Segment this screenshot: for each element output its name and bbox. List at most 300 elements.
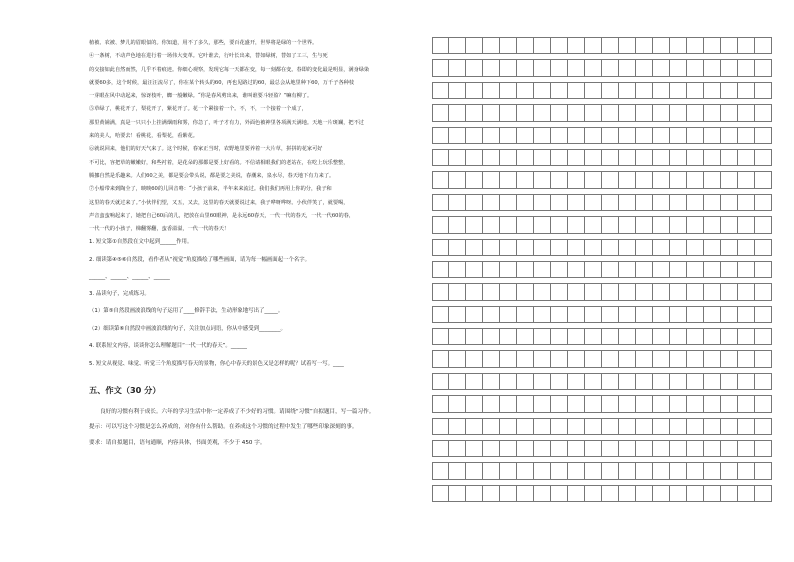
grid-cell[interactable] — [568, 440, 585, 457]
grid-cell[interactable] — [738, 328, 755, 345]
grid-cell[interactable] — [432, 171, 449, 188]
grid-cell[interactable] — [585, 149, 602, 166]
grid-cell[interactable] — [670, 82, 687, 99]
grid-cell[interactable] — [738, 194, 755, 211]
grid-cell[interactable] — [636, 418, 653, 435]
grid-cell[interactable] — [755, 194, 772, 211]
grid-cell[interactable] — [670, 328, 687, 345]
grid-cell[interactable] — [517, 37, 534, 54]
grid-cell[interactable] — [755, 440, 772, 457]
grid-cell[interactable] — [721, 283, 738, 300]
grid-cell[interactable] — [602, 373, 619, 390]
grid-cell[interactable] — [483, 350, 500, 367]
grid-cell[interactable] — [738, 373, 755, 390]
grid-cell[interactable] — [500, 261, 517, 278]
grid-cell[interactable] — [755, 149, 772, 166]
grid-cell[interactable] — [704, 440, 721, 457]
grid-cell[interactable] — [551, 37, 568, 54]
grid-cell[interactable] — [619, 127, 636, 144]
grid-cell[interactable] — [738, 485, 755, 502]
grid-cell[interactable] — [636, 37, 653, 54]
grid-cell[interactable] — [602, 239, 619, 256]
grid-cell[interactable] — [432, 37, 449, 54]
grid-cell[interactable] — [534, 59, 551, 76]
grid-cell[interactable] — [517, 261, 534, 278]
grid-cell[interactable] — [568, 306, 585, 323]
grid-cell[interactable] — [619, 485, 636, 502]
grid-cell[interactable] — [619, 462, 636, 479]
grid-cell[interactable] — [568, 350, 585, 367]
grid-cell[interactable] — [432, 59, 449, 76]
grid-cell[interactable] — [653, 127, 670, 144]
grid-cell[interactable] — [517, 216, 534, 233]
grid-cell[interactable] — [432, 194, 449, 211]
grid-cell[interactable] — [687, 216, 704, 233]
grid-cell[interactable] — [585, 104, 602, 121]
grid-cell[interactable] — [755, 485, 772, 502]
grid-cell[interactable] — [670, 462, 687, 479]
grid-cell[interactable] — [585, 418, 602, 435]
grid-cell[interactable] — [534, 149, 551, 166]
grid-cell[interactable] — [755, 395, 772, 412]
grid-cell[interactable] — [670, 171, 687, 188]
grid-cell[interactable] — [517, 127, 534, 144]
grid-cell[interactable] — [517, 239, 534, 256]
grid-cell[interactable] — [483, 462, 500, 479]
grid-cell[interactable] — [449, 418, 466, 435]
grid-cell[interactable] — [534, 82, 551, 99]
grid-cell[interactable] — [585, 127, 602, 144]
grid-cell[interactable] — [721, 306, 738, 323]
grid-cell[interactable] — [755, 283, 772, 300]
grid-cell[interactable] — [585, 171, 602, 188]
grid-cell[interactable] — [653, 283, 670, 300]
grid-cell[interactable] — [551, 194, 568, 211]
grid-cell[interactable] — [636, 283, 653, 300]
grid-cell[interactable] — [483, 485, 500, 502]
grid-cell[interactable] — [602, 283, 619, 300]
grid-cell[interactable] — [721, 59, 738, 76]
grid-cell[interactable] — [483, 306, 500, 323]
grid-cell[interactable] — [738, 395, 755, 412]
grid-cell[interactable] — [738, 37, 755, 54]
grid-cell[interactable] — [517, 485, 534, 502]
grid-cell[interactable] — [568, 82, 585, 99]
composition-answer-grid[interactable] — [432, 37, 772, 507]
grid-cell[interactable] — [517, 171, 534, 188]
grid-cell[interactable] — [432, 239, 449, 256]
grid-cell[interactable] — [602, 149, 619, 166]
grid-cell[interactable] — [551, 82, 568, 99]
grid-cell[interactable] — [432, 485, 449, 502]
grid-cell[interactable] — [551, 104, 568, 121]
grid-cell[interactable] — [602, 328, 619, 345]
grid-cell[interactable] — [517, 440, 534, 457]
grid-cell[interactable] — [432, 395, 449, 412]
grid-cell[interactable] — [704, 216, 721, 233]
grid-cell[interactable] — [551, 216, 568, 233]
grid-cell[interactable] — [670, 216, 687, 233]
grid-cell[interactable] — [551, 418, 568, 435]
grid-cell[interactable] — [568, 373, 585, 390]
grid-cell[interactable] — [500, 283, 517, 300]
grid-cell[interactable] — [619, 440, 636, 457]
grid-cell[interactable] — [517, 328, 534, 345]
grid-cell[interactable] — [602, 82, 619, 99]
grid-cell[interactable] — [483, 440, 500, 457]
grid-cell[interactable] — [738, 149, 755, 166]
grid-cell[interactable] — [585, 283, 602, 300]
grid-cell[interactable] — [755, 216, 772, 233]
grid-cell[interactable] — [432, 127, 449, 144]
grid-cell[interactable] — [636, 373, 653, 390]
grid-cell[interactable] — [602, 395, 619, 412]
grid-cell[interactable] — [483, 328, 500, 345]
grid-cell[interactable] — [449, 373, 466, 390]
grid-cell[interactable] — [466, 59, 483, 76]
grid-cell[interactable] — [432, 350, 449, 367]
grid-cell[interactable] — [466, 283, 483, 300]
grid-cell[interactable] — [483, 59, 500, 76]
grid-cell[interactable] — [738, 171, 755, 188]
grid-cell[interactable] — [738, 59, 755, 76]
grid-cell[interactable] — [653, 328, 670, 345]
grid-cell[interactable] — [466, 194, 483, 211]
grid-cell[interactable] — [670, 37, 687, 54]
grid-cell[interactable] — [466, 485, 483, 502]
grid-cell[interactable] — [432, 82, 449, 99]
grid-cell[interactable] — [466, 328, 483, 345]
grid-cell[interactable] — [687, 462, 704, 479]
grid-cell[interactable] — [585, 59, 602, 76]
grid-cell[interactable] — [636, 194, 653, 211]
grid-cell[interactable] — [687, 283, 704, 300]
grid-cell[interactable] — [636, 462, 653, 479]
grid-cell[interactable] — [568, 462, 585, 479]
grid-cell[interactable] — [602, 350, 619, 367]
grid-cell[interactable] — [636, 440, 653, 457]
grid-cell[interactable] — [755, 239, 772, 256]
grid-cell[interactable] — [653, 82, 670, 99]
grid-cell[interactable] — [449, 261, 466, 278]
grid-cell[interactable] — [755, 306, 772, 323]
grid-cell[interactable] — [432, 418, 449, 435]
grid-cell[interactable] — [500, 462, 517, 479]
grid-cell[interactable] — [721, 37, 738, 54]
grid-cell[interactable] — [449, 328, 466, 345]
grid-cell[interactable] — [517, 59, 534, 76]
grid-cell[interactable] — [636, 127, 653, 144]
grid-cell[interactable] — [534, 306, 551, 323]
grid-cell[interactable] — [551, 127, 568, 144]
grid-cell[interactable] — [483, 283, 500, 300]
grid-cell[interactable] — [602, 104, 619, 121]
grid-cell[interactable] — [483, 373, 500, 390]
grid-cell[interactable] — [721, 149, 738, 166]
grid-cell[interactable] — [704, 350, 721, 367]
grid-cell[interactable] — [721, 328, 738, 345]
grid-cell[interactable] — [721, 82, 738, 99]
grid-cell[interactable] — [534, 395, 551, 412]
grid-cell[interactable] — [483, 418, 500, 435]
grid-cell[interactable] — [551, 440, 568, 457]
grid-cell[interactable] — [619, 328, 636, 345]
grid-cell[interactable] — [636, 485, 653, 502]
grid-cell[interactable] — [619, 283, 636, 300]
grid-cell[interactable] — [636, 59, 653, 76]
grid-cell[interactable] — [500, 485, 517, 502]
grid-cell[interactable] — [653, 239, 670, 256]
grid-cell[interactable] — [721, 261, 738, 278]
grid-cell[interactable] — [636, 306, 653, 323]
grid-cell[interactable] — [568, 171, 585, 188]
grid-cell[interactable] — [704, 194, 721, 211]
grid-cell[interactable] — [585, 37, 602, 54]
grid-cell[interactable] — [721, 462, 738, 479]
grid-cell[interactable] — [500, 127, 517, 144]
grid-cell[interactable] — [585, 485, 602, 502]
grid-cell[interactable] — [653, 350, 670, 367]
grid-cell[interactable] — [653, 216, 670, 233]
grid-cell[interactable] — [585, 440, 602, 457]
grid-cell[interactable] — [738, 306, 755, 323]
grid-cell[interactable] — [721, 239, 738, 256]
grid-cell[interactable] — [619, 395, 636, 412]
grid-cell[interactable] — [721, 127, 738, 144]
grid-cell[interactable] — [432, 440, 449, 457]
grid-cell[interactable] — [432, 306, 449, 323]
grid-cell[interactable] — [449, 37, 466, 54]
grid-cell[interactable] — [466, 306, 483, 323]
grid-cell[interactable] — [670, 149, 687, 166]
grid-cell[interactable] — [449, 127, 466, 144]
grid-cell[interactable] — [602, 59, 619, 76]
grid-cell[interactable] — [500, 350, 517, 367]
grid-cell[interactable] — [721, 373, 738, 390]
grid-cell[interactable] — [500, 104, 517, 121]
grid-cell[interactable] — [653, 104, 670, 121]
grid-cell[interactable] — [449, 306, 466, 323]
grid-cell[interactable] — [670, 350, 687, 367]
grid-cell[interactable] — [721, 440, 738, 457]
grid-cell[interactable] — [483, 216, 500, 233]
grid-cell[interactable] — [670, 485, 687, 502]
grid-cell[interactable] — [602, 261, 619, 278]
grid-cell[interactable] — [585, 306, 602, 323]
grid-cell[interactable] — [483, 239, 500, 256]
grid-cell[interactable] — [585, 328, 602, 345]
grid-cell[interactable] — [466, 82, 483, 99]
grid-cell[interactable] — [670, 306, 687, 323]
grid-cell[interactable] — [449, 216, 466, 233]
grid-cell[interactable] — [602, 306, 619, 323]
grid-cell[interactable] — [653, 261, 670, 278]
grid-cell[interactable] — [432, 462, 449, 479]
grid-cell[interactable] — [619, 59, 636, 76]
grid-cell[interactable] — [449, 171, 466, 188]
grid-cell[interactable] — [449, 82, 466, 99]
grid-cell[interactable] — [687, 350, 704, 367]
grid-cell[interactable] — [483, 37, 500, 54]
grid-cell[interactable] — [704, 418, 721, 435]
grid-cell[interactable] — [755, 127, 772, 144]
grid-cell[interactable] — [500, 37, 517, 54]
grid-cell[interactable] — [636, 171, 653, 188]
grid-cell[interactable] — [517, 283, 534, 300]
grid-cell[interactable] — [738, 216, 755, 233]
grid-cell[interactable] — [687, 418, 704, 435]
grid-cell[interactable] — [755, 462, 772, 479]
grid-cell[interactable] — [568, 283, 585, 300]
grid-cell[interactable] — [619, 350, 636, 367]
grid-cell[interactable] — [704, 395, 721, 412]
grid-cell[interactable] — [500, 418, 517, 435]
grid-cell[interactable] — [704, 306, 721, 323]
grid-cell[interactable] — [619, 418, 636, 435]
grid-cell[interactable] — [619, 82, 636, 99]
grid-cell[interactable] — [738, 82, 755, 99]
grid-cell[interactable] — [738, 127, 755, 144]
grid-cell[interactable] — [534, 350, 551, 367]
grid-cell[interactable] — [449, 462, 466, 479]
grid-cell[interactable] — [738, 239, 755, 256]
grid-cell[interactable] — [670, 59, 687, 76]
grid-cell[interactable] — [670, 194, 687, 211]
grid-cell[interactable] — [466, 149, 483, 166]
grid-cell[interactable] — [619, 104, 636, 121]
grid-cell[interactable] — [653, 418, 670, 435]
grid-cell[interactable] — [755, 328, 772, 345]
grid-cell[interactable] — [602, 216, 619, 233]
grid-cell[interactable] — [636, 82, 653, 99]
grid-cell[interactable] — [466, 216, 483, 233]
grid-cell[interactable] — [500, 82, 517, 99]
grid-cell[interactable] — [738, 283, 755, 300]
grid-cell[interactable] — [432, 373, 449, 390]
grid-cell[interactable] — [568, 127, 585, 144]
grid-cell[interactable] — [653, 149, 670, 166]
grid-cell[interactable] — [619, 373, 636, 390]
grid-cell[interactable] — [534, 440, 551, 457]
grid-cell[interactable] — [670, 283, 687, 300]
grid-cell[interactable] — [568, 261, 585, 278]
grid-cell[interactable] — [738, 350, 755, 367]
grid-cell[interactable] — [466, 462, 483, 479]
grid-cell[interactable] — [466, 171, 483, 188]
grid-cell[interactable] — [585, 82, 602, 99]
grid-cell[interactable] — [670, 440, 687, 457]
grid-cell[interactable] — [466, 127, 483, 144]
grid-cell[interactable] — [721, 395, 738, 412]
grid-cell[interactable] — [449, 149, 466, 166]
grid-cell[interactable] — [483, 127, 500, 144]
grid-cell[interactable] — [619, 261, 636, 278]
grid-cell[interactable] — [568, 395, 585, 412]
grid-cell[interactable] — [432, 149, 449, 166]
grid-cell[interactable] — [449, 104, 466, 121]
grid-cell[interactable] — [704, 59, 721, 76]
grid-cell[interactable] — [534, 194, 551, 211]
grid-cell[interactable] — [687, 328, 704, 345]
grid-cell[interactable] — [687, 194, 704, 211]
grid-cell[interactable] — [551, 350, 568, 367]
grid-cell[interactable] — [466, 350, 483, 367]
grid-cell[interactable] — [534, 261, 551, 278]
grid-cell[interactable] — [568, 216, 585, 233]
grid-cell[interactable] — [466, 261, 483, 278]
grid-cell[interactable] — [755, 350, 772, 367]
grid-cell[interactable] — [704, 127, 721, 144]
grid-cell[interactable] — [568, 59, 585, 76]
grid-cell[interactable] — [721, 350, 738, 367]
grid-cell[interactable] — [738, 462, 755, 479]
grid-cell[interactable] — [755, 82, 772, 99]
grid-cell[interactable] — [738, 440, 755, 457]
grid-cell[interactable] — [670, 261, 687, 278]
grid-cell[interactable] — [483, 395, 500, 412]
grid-cell[interactable] — [551, 328, 568, 345]
grid-cell[interactable] — [534, 37, 551, 54]
grid-cell[interactable] — [500, 440, 517, 457]
grid-cell[interactable] — [432, 283, 449, 300]
grid-cell[interactable] — [636, 239, 653, 256]
grid-cell[interactable] — [755, 418, 772, 435]
grid-cell[interactable] — [551, 59, 568, 76]
grid-cell[interactable] — [670, 418, 687, 435]
grid-cell[interactable] — [568, 37, 585, 54]
grid-cell[interactable] — [483, 194, 500, 211]
grid-cell[interactable] — [738, 418, 755, 435]
grid-cell[interactable] — [432, 216, 449, 233]
grid-cell[interactable] — [721, 216, 738, 233]
grid-cell[interactable] — [704, 373, 721, 390]
grid-cell[interactable] — [738, 261, 755, 278]
grid-cell[interactable] — [500, 171, 517, 188]
grid-cell[interactable] — [687, 306, 704, 323]
grid-cell[interactable] — [755, 37, 772, 54]
grid-cell[interactable] — [432, 104, 449, 121]
grid-cell[interactable] — [500, 328, 517, 345]
grid-cell[interactable] — [534, 127, 551, 144]
grid-cell[interactable] — [466, 373, 483, 390]
grid-cell[interactable] — [670, 104, 687, 121]
grid-cell[interactable] — [449, 194, 466, 211]
grid-cell[interactable] — [466, 239, 483, 256]
grid-cell[interactable] — [483, 104, 500, 121]
grid-cell[interactable] — [585, 261, 602, 278]
grid-cell[interactable] — [704, 328, 721, 345]
grid-cell[interactable] — [721, 194, 738, 211]
grid-cell[interactable] — [466, 395, 483, 412]
grid-cell[interactable] — [517, 306, 534, 323]
grid-cell[interactable] — [653, 171, 670, 188]
grid-cell[interactable] — [687, 82, 704, 99]
grid-cell[interactable] — [449, 485, 466, 502]
grid-cell[interactable] — [551, 462, 568, 479]
grid-cell[interactable] — [704, 149, 721, 166]
grid-cell[interactable] — [704, 485, 721, 502]
grid-cell[interactable] — [585, 194, 602, 211]
grid-cell[interactable] — [500, 194, 517, 211]
grid-cell[interactable] — [534, 485, 551, 502]
grid-cell[interactable] — [704, 462, 721, 479]
grid-cell[interactable] — [636, 216, 653, 233]
grid-cell[interactable] — [738, 104, 755, 121]
grid-cell[interactable] — [687, 485, 704, 502]
grid-cell[interactable] — [670, 239, 687, 256]
grid-cell[interactable] — [551, 306, 568, 323]
grid-cell[interactable] — [517, 418, 534, 435]
